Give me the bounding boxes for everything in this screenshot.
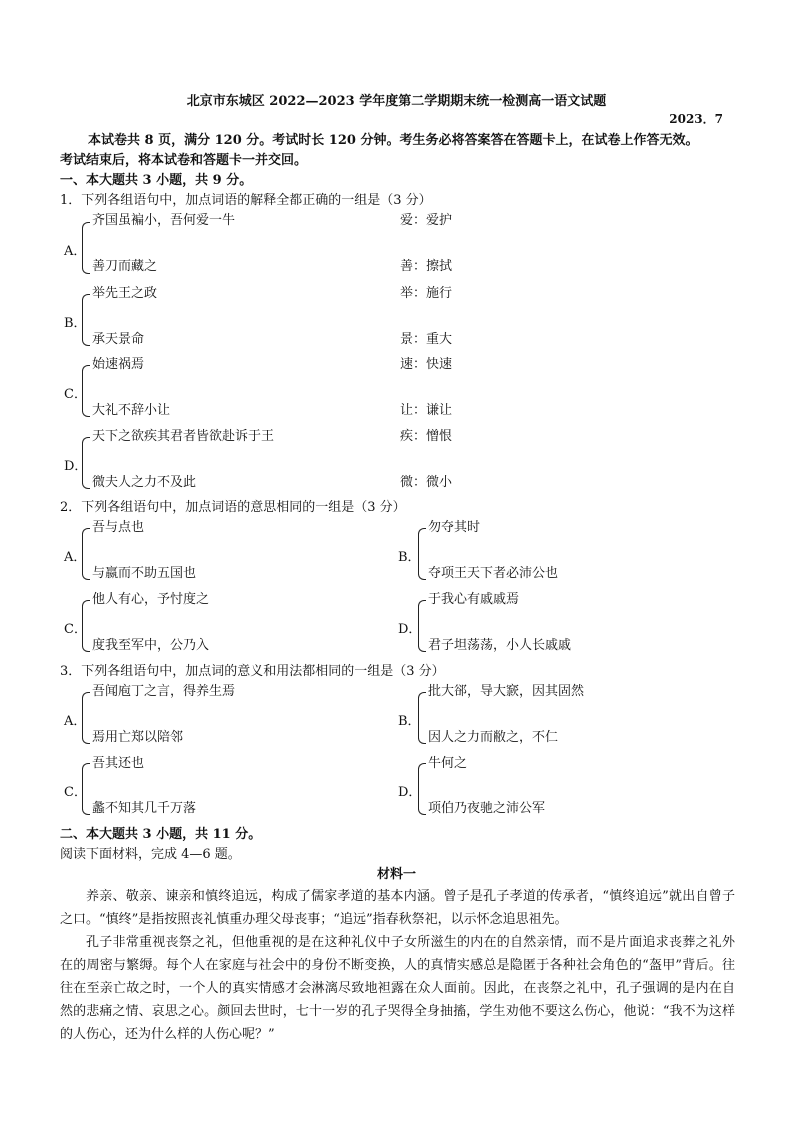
option-letter: A． [64, 714, 87, 729]
option-sentence-2: 承天景命 [92, 332, 145, 347]
option-explanation-2: 微：微小 [400, 475, 453, 490]
option-sentence-1: 始速祸焉 [92, 357, 145, 372]
brace [82, 528, 90, 580]
intro-line-2: 考试结束后，将本试卷和答题卡一并交回。 [60, 153, 308, 168]
brace [418, 528, 426, 580]
question-1-stem: 1．下列各组语句中，加点词语的解释全都正确的一组是（3 分） [60, 193, 432, 208]
option-sentence-2: 君子坦荡荡，小人长戚戚 [428, 638, 572, 653]
option-explanation-1: 爱：爱护 [400, 213, 453, 228]
option-explanation-1: 疾：憎恨 [400, 429, 453, 444]
option-letter: D． [64, 459, 88, 474]
option-sentence-2: 因人之力而敝之，不仁 [428, 730, 559, 745]
option-sentence-1: 吾闻庖丁之言，得养生焉 [92, 684, 236, 699]
option-sentence-1: 勿夺其时 [428, 520, 481, 535]
option-letter: A． [64, 244, 87, 259]
question-2-stem: 2．下列各组语句中，加点词语的意思相同的一组是（3 分） [60, 500, 406, 515]
option-sentence-2: 大礼不辞小让 [92, 403, 171, 418]
option-letter: A． [64, 550, 87, 565]
option-sentence-2: 与嬴而不助五国也 [92, 566, 197, 581]
section-1-heading: 一、本大题共 3 小题，共 9 分。 [60, 173, 253, 188]
brace [418, 692, 426, 744]
option-explanation-2: 景：重大 [400, 332, 453, 347]
material-paragraph-2: 孔子非常重视丧祭之礼，但他重视的是在这种礼仪中子女所滋生的内在的自然亲情，而不是片面追求丧葬之礼外在的周密与繁缛。每个人在家庭与社会中的身份不断变换，人的真情实感总是隐匿于各种社会角色的“盔甲”背后。往往在至亲亡故之时，一个人的真实情感才会淋漓尽致地袒露在众人面前。因此，在丧祭之礼中，孔子强调的是内在自然的悲痛之情、哀思之心。颜回去世时，七十一岁的孔子哭得全身抽搐，学生劝他不要这么伤心，他说：“我不为这样的人伤心，还为什么样的人伤心呢？” [60, 935, 735, 1042]
option-sentence-2: 善刀而藏之 [92, 259, 158, 274]
page-title: 北京市东城区 2022—2023 学年度第二学期期末统一检测高一语文试题 [186, 94, 607, 109]
option-letter: C． [64, 785, 87, 800]
brace [82, 222, 90, 274]
exam-date: 2023．7 [669, 112, 723, 126]
brace [82, 294, 90, 346]
option-sentence-2: 蠡不知其几千万落 [92, 801, 197, 816]
option-letter: D． [398, 622, 422, 637]
brace [418, 763, 426, 815]
option-explanation-1: 举：施行 [400, 286, 453, 301]
brace [82, 437, 90, 489]
option-sentence-2: 度我至军中，公乃入 [92, 638, 210, 653]
option-sentence-2: 微夫人之力不及此 [92, 475, 197, 490]
brace [82, 692, 90, 744]
material-paragraph-1: 养亲、敬亲、谏亲和慎终追远，构成了儒家孝道的基本内涵。曾子是孔子孝道的传承者，“慎终追远”就出自曾子之口。“慎终”是指按照丧礼慎重办理父母丧事；“追远”指春秋祭祀，以示怀念追思祖先。 [60, 889, 735, 927]
material-title: 材料一 [376, 867, 416, 882]
option-sentence-1: 齐国虽褊小，吾何爱一牛 [92, 213, 236, 228]
brace [82, 600, 90, 652]
option-sentence-1: 吾其还也 [92, 756, 145, 771]
brace [418, 600, 426, 652]
option-explanation-1: 速：快速 [400, 357, 453, 372]
option-sentence-1: 批大郤，导大窾，因其固然 [428, 684, 585, 699]
option-sentence-2: 夺项王天下者必沛公也 [428, 566, 559, 581]
option-letter: D． [398, 785, 422, 800]
option-explanation-2: 善：擦拭 [400, 259, 453, 274]
option-sentence-1: 牛何之 [428, 756, 468, 771]
option-sentence-1: 天下之欲疾其君者皆欲赴诉于王 [92, 429, 275, 444]
option-explanation-2: 让：谦让 [400, 403, 453, 418]
option-sentence-2: 焉用亡郑以陪邻 [92, 730, 184, 745]
brace [82, 763, 90, 815]
section-2-heading: 二、本大题共 3 小题，共 11 分。 [60, 827, 262, 842]
option-sentence-1: 举先王之政 [92, 286, 158, 301]
option-sentence-1: 于我心有戚戚焉 [428, 592, 520, 607]
intro-line-1: 本试卷共 8 页，满分 120 分。考试时长 120 分钟。考生务必将答案答在答题卡上，在试卷上作答无效。 [88, 133, 699, 148]
option-letter: B． [64, 316, 87, 331]
option-letter: C． [64, 387, 87, 402]
option-letter: C． [64, 622, 87, 637]
option-letter: B． [398, 550, 421, 565]
question-3-stem: 3．下列各组语句中，加点词的意义和用法都相同的一组是（3 分） [60, 664, 445, 679]
option-sentence-2: 项伯乃夜驰之沛公军 [428, 801, 546, 816]
reading-instruction: 阅读下面材料，完成 4—6 题。 [60, 847, 241, 862]
option-letter: B． [398, 714, 421, 729]
brace [82, 365, 90, 417]
option-sentence-1: 吾与点也 [92, 520, 145, 535]
option-sentence-1: 他人有心，予忖度之 [92, 592, 210, 607]
